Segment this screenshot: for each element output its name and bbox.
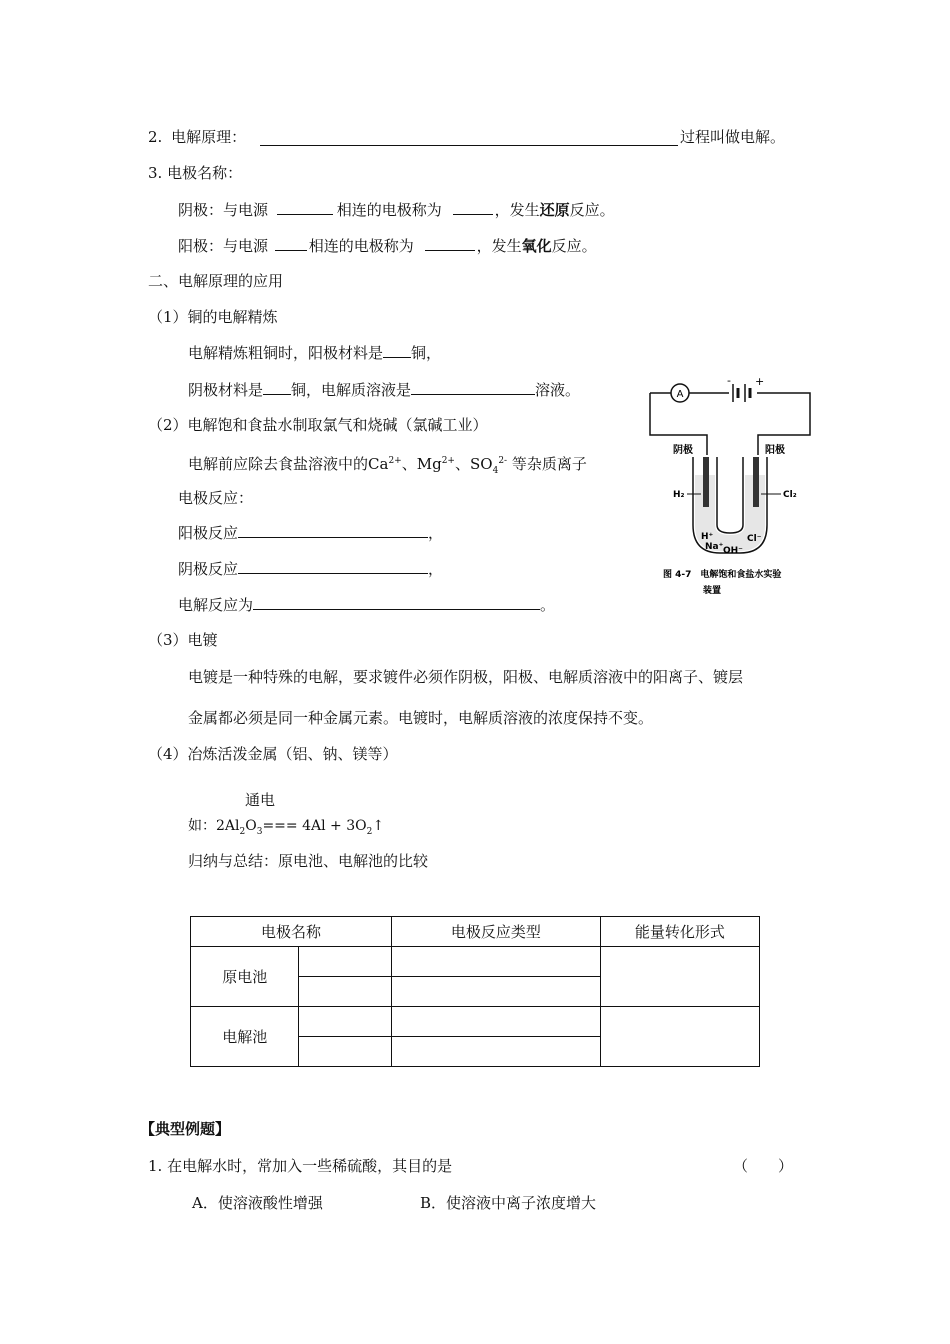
total-reaction-line bbox=[178, 594, 555, 615]
smelting-title: （4）冶炼活泼金属（铝、钠、镁等） bbox=[148, 745, 398, 763]
anode-text-1: 阳极：与电源 bbox=[178, 237, 269, 255]
anode-line bbox=[178, 235, 597, 256]
copper-electrolyte-blank[interactable] bbox=[411, 379, 535, 395]
anode-text-3: ，发生 bbox=[476, 237, 522, 255]
eq-sub-1: 2 bbox=[239, 826, 246, 837]
anode-reaction-comma: ， bbox=[428, 524, 444, 542]
battery-icon bbox=[733, 384, 750, 402]
copper-electrolyte-text: 铜，电解质溶液是 bbox=[291, 381, 412, 399]
ion-h-label: H⁺ bbox=[701, 532, 714, 542]
alumina-equation bbox=[188, 816, 384, 842]
electrode-reaction-label: 电极反应： bbox=[178, 489, 254, 507]
cathode-reaction-line bbox=[178, 558, 443, 579]
plating-title: （3）电镀 bbox=[148, 631, 218, 649]
examples-heading: 【典型例题】 bbox=[140, 1120, 231, 1138]
question-1: 1. 在电解水时，常加入一些稀硫酸，其目的是 bbox=[148, 1157, 453, 1175]
cathode-text-3: ，发生 bbox=[494, 201, 540, 219]
electrolytic-reaction-1[interactable] bbox=[391, 1007, 600, 1037]
total-reaction-label: 电解反应为 bbox=[178, 596, 254, 614]
galvanic-electrode-2[interactable] bbox=[299, 977, 391, 1007]
gas-arrow-icon: ↑ bbox=[372, 818, 385, 834]
plating-line-2: 金属都必须是同一种金属元素。电镀时，电解质溶液的浓度保持不变。 bbox=[188, 709, 654, 727]
table-row bbox=[191, 947, 760, 977]
anode-text-2: 相连的电极称为 bbox=[308, 237, 414, 255]
electrolysis-condition: 通电 bbox=[245, 791, 276, 809]
anode-electrode bbox=[753, 457, 759, 507]
copper-line-2 bbox=[188, 379, 580, 400]
anode-reaction-label: 阳极反应 bbox=[178, 524, 239, 542]
galvanic-electrode-1[interactable] bbox=[299, 947, 391, 977]
ion-so4-charge: 2- bbox=[498, 456, 508, 466]
copper-title: （1）铜的电解精炼 bbox=[148, 308, 278, 326]
anode-name-blank[interactable] bbox=[425, 235, 475, 251]
copper-electrolyte-suffix: 溶液。 bbox=[535, 381, 581, 399]
ion-ca-charge: 2+ bbox=[388, 456, 402, 466]
electrolytic-reaction-2[interactable] bbox=[391, 1037, 600, 1067]
table-row bbox=[191, 1007, 760, 1037]
cathode-text-2: 相连的电极称为 bbox=[336, 201, 442, 219]
sep-2: 、 bbox=[454, 455, 470, 473]
eq-sub-3: 2 bbox=[366, 826, 373, 837]
cathode-text-4: 反应。 bbox=[569, 201, 615, 219]
copper-anode-blank[interactable] bbox=[383, 342, 411, 358]
ion-ca: Ca bbox=[368, 455, 389, 473]
galvanic-energy[interactable] bbox=[600, 947, 759, 1007]
electrolytic-energy[interactable] bbox=[600, 1007, 759, 1067]
summary-title: 归纳与总结：原电池、电解池的比较 bbox=[188, 852, 429, 870]
electrolysis-diagram bbox=[645, 375, 820, 603]
battery-plus: + bbox=[755, 375, 765, 388]
applications-heading: 二、电解原理的应用 bbox=[148, 272, 284, 290]
sep-1: 、 bbox=[401, 455, 417, 473]
principle-blank[interactable] bbox=[260, 145, 678, 146]
anode-power-blank[interactable] bbox=[275, 235, 307, 251]
brine-title: （2）电解饱和食盐水制取氯气和烧碱（氯碱工业） bbox=[148, 416, 488, 434]
cathode-name-blank[interactable] bbox=[453, 199, 493, 215]
plating-line-1: 电镀是一种特殊的电解，要求镀件必须作阴极，阳极、电解质溶液中的阳离子、镀层 bbox=[188, 668, 744, 686]
comparison-table bbox=[190, 916, 760, 1067]
header-electrode-name: 电极名称 bbox=[191, 917, 392, 947]
anode-oxidation: 氧化 bbox=[521, 237, 552, 255]
diagram-caption-2: 装置 bbox=[703, 586, 722, 596]
total-reaction-period: 。 bbox=[540, 596, 556, 614]
eq-oxygen: O bbox=[245, 818, 257, 834]
table-header-row bbox=[191, 917, 760, 947]
cathode-electrode bbox=[703, 457, 709, 507]
eq-mid: === 4Al + 3O bbox=[262, 818, 367, 834]
ion-mg: Mg bbox=[416, 455, 442, 473]
principle-suffix: 过程叫做电解。 bbox=[680, 128, 786, 146]
total-reaction-blank[interactable] bbox=[253, 594, 540, 610]
ion-na-label: Na⁺ bbox=[705, 542, 724, 552]
ion-so4: SO bbox=[470, 455, 493, 473]
eq-prefix: 如：2Al bbox=[188, 818, 240, 834]
copper-anode-suffix: 铜， bbox=[411, 344, 442, 362]
copper-line-1 bbox=[188, 342, 441, 363]
copper-anode-text: 电解精炼粗铜时，阳极材料是 bbox=[188, 344, 384, 362]
principle-num: 2. bbox=[148, 128, 163, 146]
answer-paren[interactable]: （ ） bbox=[733, 1157, 794, 1175]
galvanic-reaction-1[interactable] bbox=[391, 947, 600, 977]
anode-text-4: 反应。 bbox=[551, 237, 597, 255]
header-energy-form: 能量转化形式 bbox=[600, 917, 759, 947]
brine-impurities bbox=[188, 451, 587, 481]
cathode-reduction: 还原 bbox=[539, 201, 570, 219]
ion-so4-sub: 4 bbox=[492, 466, 499, 476]
ion-mg-charge: 2+ bbox=[441, 456, 455, 466]
cathode-text-1: 阴极：与电源 bbox=[178, 201, 269, 219]
battery-minus: - bbox=[727, 375, 731, 387]
cathode-line bbox=[178, 199, 615, 220]
electrolytic-electrode-2[interactable] bbox=[299, 1037, 391, 1067]
brine-pre: 电解前应除去食盐溶液中的 bbox=[188, 455, 369, 473]
copper-cathode-text: 阴极材料是 bbox=[188, 381, 264, 399]
cathode-label: 阴极 bbox=[673, 445, 693, 456]
electrode-names-heading: 3. 电极名称： bbox=[148, 164, 243, 182]
row-electrolytic-cell: 电解池 bbox=[191, 1007, 299, 1067]
cathode-power-blank[interactable] bbox=[277, 199, 333, 215]
option-b[interactable]: B．使溶液中离子浓度增大 bbox=[420, 1194, 597, 1212]
ion-cl-label: Cl⁻ bbox=[747, 534, 762, 544]
cathode-reaction-comma: ， bbox=[428, 560, 444, 578]
electrolytic-electrode-1[interactable] bbox=[299, 1007, 391, 1037]
anode-reaction-blank[interactable] bbox=[238, 522, 428, 538]
brine-post: 等杂质离子 bbox=[507, 455, 587, 473]
ion-oh-label: OH⁻ bbox=[723, 546, 743, 556]
cl2-label: Cl₂ bbox=[783, 490, 797, 500]
ammeter-label: A bbox=[676, 389, 684, 400]
copper-cathode-blank[interactable] bbox=[263, 379, 291, 395]
h2-label: H₂ bbox=[673, 490, 685, 500]
galvanic-reaction-2[interactable] bbox=[391, 977, 600, 1007]
row-galvanic-cell: 原电池 bbox=[191, 947, 299, 1007]
anode-label: 阳极 bbox=[765, 445, 785, 456]
principle-line bbox=[148, 127, 246, 147]
eq-sub-2: 3 bbox=[256, 826, 263, 837]
cathode-reaction-blank[interactable] bbox=[238, 558, 428, 574]
principle-label: 电解原理： bbox=[171, 128, 247, 146]
anode-reaction-line bbox=[178, 522, 443, 543]
option-a[interactable]: A．使溶液酸性增强 bbox=[192, 1194, 323, 1212]
header-reaction-type: 电极反应类型 bbox=[391, 917, 600, 947]
diagram-caption-1: 图 4-7 电解饱和食盐水实验 bbox=[663, 570, 782, 580]
cathode-reaction-label: 阴极反应 bbox=[178, 560, 239, 578]
